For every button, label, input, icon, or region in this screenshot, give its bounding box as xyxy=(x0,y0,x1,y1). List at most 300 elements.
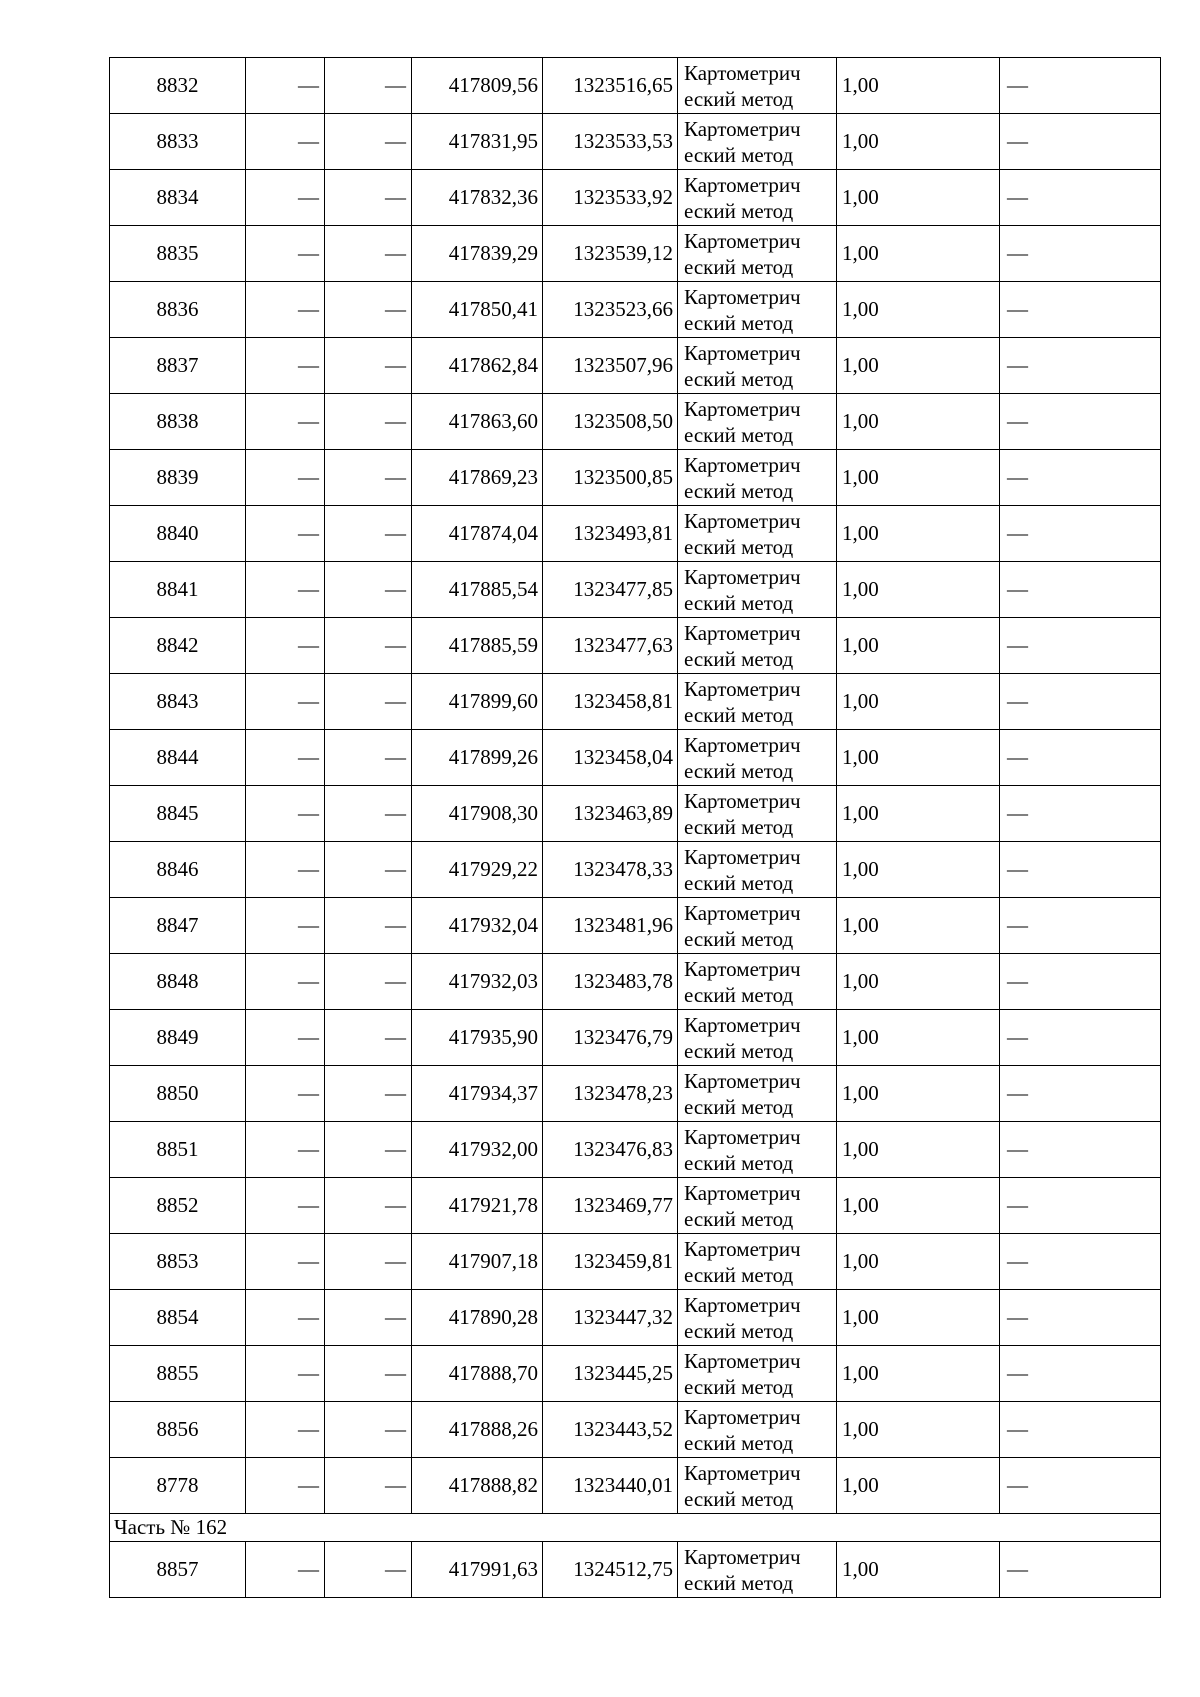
method-line-1: Картометрич xyxy=(684,1236,801,1261)
new-y-cell: 1323533,53 xyxy=(543,114,678,170)
new-y-cell: 1323508,50 xyxy=(543,394,678,450)
new-x-cell: 417850,41 xyxy=(412,282,543,338)
description-cell: — xyxy=(1000,170,1161,226)
new-y-cell: 1323523,66 xyxy=(543,282,678,338)
point-number: 8846 xyxy=(110,842,246,898)
table-row xyxy=(110,730,1161,786)
old-y-cell: — xyxy=(325,1542,412,1598)
new-x-cell: 417899,26 xyxy=(412,730,543,786)
accuracy-cell: 1,00 xyxy=(837,674,1000,730)
new-x-cell: 417885,54 xyxy=(412,562,543,618)
method-line-1: Картометрич xyxy=(684,564,801,589)
method-cell xyxy=(678,338,837,394)
point-number: 8845 xyxy=(110,786,246,842)
old-x-cell: — xyxy=(246,842,325,898)
old-y-cell: — xyxy=(325,954,412,1010)
old-x-cell: — xyxy=(246,1122,325,1178)
point-number: 8849 xyxy=(110,1010,246,1066)
new-x-cell: 417934,37 xyxy=(412,1066,543,1122)
method-line-2: еский метод xyxy=(684,982,794,1007)
new-x-cell: 417932,00 xyxy=(412,1122,543,1178)
table-row xyxy=(110,506,1161,562)
accuracy-cell: 1,00 xyxy=(837,226,1000,282)
old-x-cell: — xyxy=(246,226,325,282)
table-row xyxy=(110,674,1161,730)
method-line-2: еский метод xyxy=(684,422,794,447)
accuracy-cell: 1,00 xyxy=(837,1010,1000,1066)
method-cell xyxy=(678,618,837,674)
new-x-cell: 417888,82 xyxy=(412,1458,543,1514)
old-x-cell: — xyxy=(246,1458,325,1514)
method-line-1: Картометрич xyxy=(684,508,801,533)
old-x-cell: — xyxy=(246,954,325,1010)
old-y-cell: — xyxy=(325,1066,412,1122)
description-cell: — xyxy=(1000,394,1161,450)
accuracy-cell: 1,00 xyxy=(837,114,1000,170)
description-cell: — xyxy=(1000,786,1161,842)
point-number: 8778 xyxy=(110,1458,246,1514)
old-x-cell: — xyxy=(246,170,325,226)
description-cell: — xyxy=(1000,1290,1161,1346)
new-x-cell: 417888,26 xyxy=(412,1402,543,1458)
old-y-cell: — xyxy=(325,1290,412,1346)
accuracy-cell: 1,00 xyxy=(837,1122,1000,1178)
accuracy-cell: 1,00 xyxy=(837,170,1000,226)
accuracy-cell: 1,00 xyxy=(837,338,1000,394)
description-cell: — xyxy=(1000,730,1161,786)
old-x-cell: — xyxy=(246,1542,325,1598)
table-row xyxy=(110,1010,1161,1066)
new-y-cell: 1323539,12 xyxy=(543,226,678,282)
new-x-cell: 417832,36 xyxy=(412,170,543,226)
method-line-2: еский метод xyxy=(684,1430,794,1455)
method-line-2: еский метод xyxy=(684,142,794,167)
old-x-cell: — xyxy=(246,562,325,618)
new-x-cell: 417921,78 xyxy=(412,1178,543,1234)
new-y-cell: 1323440,01 xyxy=(543,1458,678,1514)
old-x-cell: — xyxy=(246,786,325,842)
method-cell xyxy=(678,786,837,842)
old-y-cell: — xyxy=(325,170,412,226)
point-number: 8843 xyxy=(110,674,246,730)
new-x-cell: 417935,90 xyxy=(412,1010,543,1066)
method-cell xyxy=(678,1458,837,1514)
method-line-1: Картометрич xyxy=(684,620,801,645)
old-y-cell: — xyxy=(325,1122,412,1178)
part-label: Часть № 162 xyxy=(110,1514,1161,1542)
point-number: 8854 xyxy=(110,1290,246,1346)
method-line-2: еский метод xyxy=(684,814,794,839)
old-y-cell: — xyxy=(325,394,412,450)
method-cell xyxy=(678,842,837,898)
old-x-cell: — xyxy=(246,506,325,562)
method-line-2: еский метод xyxy=(684,1206,794,1231)
description-cell: — xyxy=(1000,1122,1161,1178)
old-y-cell: — xyxy=(325,674,412,730)
new-y-cell: 1323500,85 xyxy=(543,450,678,506)
description-cell: — xyxy=(1000,954,1161,1010)
description-cell: — xyxy=(1000,58,1161,114)
method-line-1: Картометрич xyxy=(684,1292,801,1317)
new-x-cell: 417908,30 xyxy=(412,786,543,842)
method-line-2: еский метод xyxy=(684,1318,794,1343)
description-cell: — xyxy=(1000,1234,1161,1290)
old-x-cell: — xyxy=(246,450,325,506)
new-x-cell: 417809,56 xyxy=(412,58,543,114)
old-y-cell: — xyxy=(325,786,412,842)
method-line-2: еский метод xyxy=(684,1262,794,1287)
old-y-cell: — xyxy=(325,730,412,786)
method-line-1: Картометрич xyxy=(684,900,801,925)
method-line-2: еский метод xyxy=(684,366,794,391)
old-y-cell: — xyxy=(325,226,412,282)
accuracy-cell: 1,00 xyxy=(837,954,1000,1010)
method-line-1: Картометрич xyxy=(684,228,801,253)
table-row xyxy=(110,898,1161,954)
old-y-cell: — xyxy=(325,842,412,898)
method-line-2: еский метод xyxy=(684,1150,794,1175)
old-x-cell: — xyxy=(246,898,325,954)
old-x-cell: — xyxy=(246,730,325,786)
method-cell xyxy=(678,898,837,954)
accuracy-cell: 1,00 xyxy=(837,1178,1000,1234)
new-y-cell: 1323477,63 xyxy=(543,618,678,674)
method-cell xyxy=(678,1346,837,1402)
point-number: 8847 xyxy=(110,898,246,954)
method-line-1: Картометрич xyxy=(684,1012,801,1037)
new-x-cell: 417932,04 xyxy=(412,898,543,954)
accuracy-cell: 1,00 xyxy=(837,1402,1000,1458)
new-x-cell: 417839,29 xyxy=(412,226,543,282)
point-number: 8832 xyxy=(110,58,246,114)
description-cell: — xyxy=(1000,282,1161,338)
table-row xyxy=(110,1402,1161,1458)
accuracy-cell: 1,00 xyxy=(837,58,1000,114)
table-row xyxy=(110,170,1161,226)
new-y-cell: 1323478,23 xyxy=(543,1066,678,1122)
accuracy-cell: 1,00 xyxy=(837,898,1000,954)
method-line-2: еский метод xyxy=(684,254,794,279)
new-y-cell: 1323478,33 xyxy=(543,842,678,898)
point-number: 8839 xyxy=(110,450,246,506)
new-y-cell: 1323476,83 xyxy=(543,1122,678,1178)
new-x-cell: 417991,63 xyxy=(412,1542,543,1598)
accuracy-cell: 1,00 xyxy=(837,786,1000,842)
accuracy-cell: 1,00 xyxy=(837,842,1000,898)
old-x-cell: — xyxy=(246,58,325,114)
method-cell xyxy=(678,954,837,1010)
method-line-2: еский метод xyxy=(684,590,794,615)
new-y-cell: 1323516,65 xyxy=(543,58,678,114)
old-x-cell: — xyxy=(246,618,325,674)
point-number: 8856 xyxy=(110,1402,246,1458)
old-y-cell: — xyxy=(325,338,412,394)
description-cell: — xyxy=(1000,1458,1161,1514)
method-line-1: Картометрич xyxy=(684,732,801,757)
new-x-cell: 417862,84 xyxy=(412,338,543,394)
method-line-1: Картометрич xyxy=(684,1068,801,1093)
description-cell: — xyxy=(1000,114,1161,170)
point-number: 8855 xyxy=(110,1346,246,1402)
description-cell: — xyxy=(1000,506,1161,562)
accuracy-cell: 1,00 xyxy=(837,1234,1000,1290)
point-number: 8842 xyxy=(110,618,246,674)
new-x-cell: 417888,70 xyxy=(412,1346,543,1402)
old-x-cell: — xyxy=(246,114,325,170)
description-cell: — xyxy=(1000,1066,1161,1122)
old-y-cell: — xyxy=(325,506,412,562)
method-line-2: еский метод xyxy=(684,1094,794,1119)
old-x-cell: — xyxy=(246,1290,325,1346)
method-line-2: еский метод xyxy=(684,478,794,503)
method-cell xyxy=(678,394,837,450)
old-x-cell: — xyxy=(246,1402,325,1458)
method-cell xyxy=(678,674,837,730)
accuracy-cell: 1,00 xyxy=(837,282,1000,338)
description-cell: — xyxy=(1000,1178,1161,1234)
old-x-cell: — xyxy=(246,674,325,730)
description-cell: — xyxy=(1000,898,1161,954)
method-cell xyxy=(678,58,837,114)
point-number: 8852 xyxy=(110,1178,246,1234)
point-number: 8834 xyxy=(110,170,246,226)
table-row xyxy=(110,114,1161,170)
method-line-1: Картометрич xyxy=(684,1124,801,1149)
new-y-cell: 1323483,78 xyxy=(543,954,678,1010)
old-y-cell: — xyxy=(325,1458,412,1514)
table-row xyxy=(110,1458,1161,1514)
old-y-cell: — xyxy=(325,114,412,170)
point-number: 8838 xyxy=(110,394,246,450)
new-y-cell: 1323463,89 xyxy=(543,786,678,842)
method-line-2: еский метод xyxy=(684,702,794,727)
method-line-1: Картометрич xyxy=(684,116,801,141)
method-cell xyxy=(678,450,837,506)
method-line-1: Картометрич xyxy=(684,676,801,701)
method-cell xyxy=(678,1290,837,1346)
description-cell: — xyxy=(1000,338,1161,394)
table-row xyxy=(110,618,1161,674)
point-number: 8837 xyxy=(110,338,246,394)
method-line-2: еский метод xyxy=(684,1570,794,1595)
description-cell: — xyxy=(1000,618,1161,674)
point-number: 8833 xyxy=(110,114,246,170)
table-row xyxy=(110,1234,1161,1290)
description-cell: — xyxy=(1000,1402,1161,1458)
method-cell xyxy=(678,114,837,170)
new-y-cell: 1323445,25 xyxy=(543,1346,678,1402)
method-line-1: Картометрич xyxy=(684,396,801,421)
table-body xyxy=(110,58,1161,1598)
method-line-1: Картометрич xyxy=(684,172,801,197)
old-x-cell: — xyxy=(246,394,325,450)
table-row xyxy=(110,58,1161,114)
method-cell xyxy=(678,226,837,282)
method-line-2: еский метод xyxy=(684,86,794,111)
old-y-cell: — xyxy=(325,1234,412,1290)
method-line-1: Картометрич xyxy=(684,844,801,869)
method-line-2: еский метод xyxy=(684,1486,794,1511)
accuracy-cell: 1,00 xyxy=(837,506,1000,562)
accuracy-cell: 1,00 xyxy=(837,618,1000,674)
method-cell xyxy=(678,730,837,786)
table-row xyxy=(110,450,1161,506)
method-line-1: Картометрич xyxy=(684,1460,801,1485)
old-y-cell: — xyxy=(325,282,412,338)
method-cell xyxy=(678,562,837,618)
table-row xyxy=(110,1346,1161,1402)
new-x-cell: 417907,18 xyxy=(412,1234,543,1290)
method-line-2: еский метод xyxy=(684,870,794,895)
old-y-cell: — xyxy=(325,562,412,618)
old-x-cell: — xyxy=(246,1234,325,1290)
table-row xyxy=(110,786,1161,842)
old-y-cell: — xyxy=(325,1346,412,1402)
method-line-1: Картометрич xyxy=(684,284,801,309)
method-cell xyxy=(678,1542,837,1598)
new-y-cell: 1323493,81 xyxy=(543,506,678,562)
table-row xyxy=(110,394,1161,450)
table-row xyxy=(110,1542,1161,1598)
method-line-2: еский метод xyxy=(684,758,794,783)
new-x-cell: 417869,23 xyxy=(412,450,543,506)
method-line-1: Картометрич xyxy=(684,956,801,981)
new-y-cell: 1323477,85 xyxy=(543,562,678,618)
table-row xyxy=(110,338,1161,394)
point-number: 8840 xyxy=(110,506,246,562)
old-y-cell: — xyxy=(325,1402,412,1458)
new-y-cell: 1323459,81 xyxy=(543,1234,678,1290)
method-cell xyxy=(678,506,837,562)
old-x-cell: — xyxy=(246,338,325,394)
description-cell: — xyxy=(1000,226,1161,282)
new-y-cell: 1323458,81 xyxy=(543,674,678,730)
accuracy-cell: 1,00 xyxy=(837,394,1000,450)
new-y-cell: 1324512,75 xyxy=(543,1542,678,1598)
point-number: 8844 xyxy=(110,730,246,786)
accuracy-cell: 1,00 xyxy=(837,450,1000,506)
description-cell: — xyxy=(1000,1010,1161,1066)
method-line-1: Картометрич xyxy=(684,1348,801,1373)
method-line-2: еский метод xyxy=(684,1038,794,1063)
method-line-1: Картометрич xyxy=(684,340,801,365)
description-cell: — xyxy=(1000,450,1161,506)
table-row xyxy=(110,562,1161,618)
table-row xyxy=(110,1178,1161,1234)
method-cell xyxy=(678,1122,837,1178)
old-y-cell: — xyxy=(325,58,412,114)
old-y-cell: — xyxy=(325,450,412,506)
description-cell: — xyxy=(1000,1542,1161,1598)
method-line-2: еский метод xyxy=(684,310,794,335)
new-x-cell: 417929,22 xyxy=(412,842,543,898)
new-x-cell: 417831,95 xyxy=(412,114,543,170)
new-y-cell: 1323507,96 xyxy=(543,338,678,394)
description-cell: — xyxy=(1000,674,1161,730)
old-y-cell: — xyxy=(325,618,412,674)
method-line-1: Картометрич xyxy=(684,452,801,477)
method-line-2: еский метод xyxy=(684,534,794,559)
accuracy-cell: 1,00 xyxy=(837,1542,1000,1598)
new-x-cell: 417885,59 xyxy=(412,618,543,674)
method-line-2: еский метод xyxy=(684,926,794,951)
new-x-cell: 417863,60 xyxy=(412,394,543,450)
new-y-cell: 1323443,52 xyxy=(543,1402,678,1458)
new-y-cell: 1323447,32 xyxy=(543,1290,678,1346)
old-x-cell: — xyxy=(246,282,325,338)
method-line-2: еский метод xyxy=(684,1374,794,1399)
old-x-cell: — xyxy=(246,1010,325,1066)
table-row xyxy=(110,226,1161,282)
old-x-cell: — xyxy=(246,1346,325,1402)
new-x-cell: 417899,60 xyxy=(412,674,543,730)
new-x-cell: 417932,03 xyxy=(412,954,543,1010)
point-number: 8853 xyxy=(110,1234,246,1290)
table-row xyxy=(110,954,1161,1010)
table-row xyxy=(110,842,1161,898)
table-row xyxy=(110,1290,1161,1346)
description-cell: — xyxy=(1000,562,1161,618)
new-y-cell: 1323476,79 xyxy=(543,1010,678,1066)
point-number: 8835 xyxy=(110,226,246,282)
point-number: 8850 xyxy=(110,1066,246,1122)
method-line-1: Картометрич xyxy=(684,1180,801,1205)
method-line-1: Картометрич xyxy=(684,60,801,85)
method-cell xyxy=(678,1234,837,1290)
new-y-cell: 1323481,96 xyxy=(543,898,678,954)
old-x-cell: — xyxy=(246,1178,325,1234)
point-number: 8836 xyxy=(110,282,246,338)
new-y-cell: 1323458,04 xyxy=(543,730,678,786)
accuracy-cell: 1,00 xyxy=(837,730,1000,786)
part-header-row xyxy=(110,1514,1161,1542)
description-cell: — xyxy=(1000,842,1161,898)
method-cell xyxy=(678,1178,837,1234)
method-line-2: еский метод xyxy=(684,646,794,671)
new-y-cell: 1323469,77 xyxy=(543,1178,678,1234)
new-y-cell: 1323533,92 xyxy=(543,170,678,226)
table-row xyxy=(110,1122,1161,1178)
old-y-cell: — xyxy=(325,898,412,954)
new-x-cell: 417874,04 xyxy=(412,506,543,562)
accuracy-cell: 1,00 xyxy=(837,1290,1000,1346)
method-cell xyxy=(678,282,837,338)
method-cell xyxy=(678,1402,837,1458)
method-line-2: еский метод xyxy=(684,198,794,223)
method-line-1: Картометрич xyxy=(684,1544,801,1569)
point-number: 8841 xyxy=(110,562,246,618)
accuracy-cell: 1,00 xyxy=(837,1066,1000,1122)
new-x-cell: 417890,28 xyxy=(412,1290,543,1346)
accuracy-cell: 1,00 xyxy=(837,562,1000,618)
method-cell xyxy=(678,1066,837,1122)
accuracy-cell: 1,00 xyxy=(837,1458,1000,1514)
old-y-cell: — xyxy=(325,1010,412,1066)
method-line-1: Картометрич xyxy=(684,788,801,813)
method-cell xyxy=(678,1010,837,1066)
point-number: 8848 xyxy=(110,954,246,1010)
method-cell xyxy=(678,170,837,226)
description-cell: — xyxy=(1000,1346,1161,1402)
table-row xyxy=(110,1066,1161,1122)
coordinates-table xyxy=(109,57,1161,1598)
method-line-1: Картометрич xyxy=(684,1404,801,1429)
accuracy-cell: 1,00 xyxy=(837,1346,1000,1402)
old-x-cell: — xyxy=(246,1066,325,1122)
point-number: 8857 xyxy=(110,1542,246,1598)
table-row xyxy=(110,282,1161,338)
old-y-cell: — xyxy=(325,1178,412,1234)
